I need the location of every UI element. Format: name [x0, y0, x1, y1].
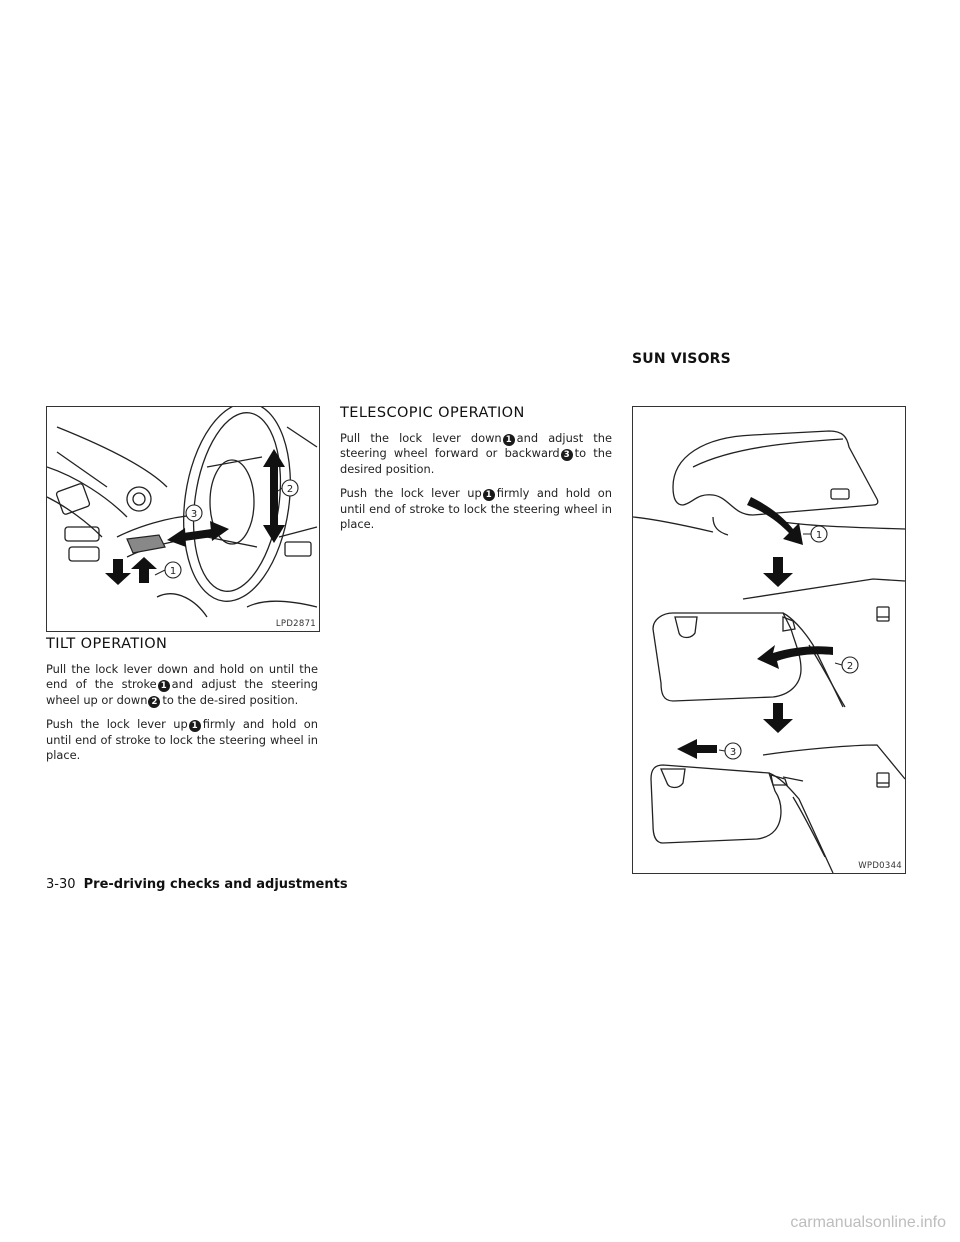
tilt-operation-section: [46, 636, 318, 772]
tilt-paragraph-1: Pull the lock lever down and hold on until the end of the stroke 1 and adjust the steering wheel up or down 2 to the de-sired position.: [46, 662, 318, 707]
page-number: 3-30: [46, 877, 76, 892]
callout-1-icon: 1: [483, 489, 495, 501]
telescopic-operation-section: [340, 405, 612, 541]
figure-code: LPD2871: [275, 619, 316, 629]
callout-1-icon: 1: [503, 434, 515, 446]
steering-label-2: 2: [286, 484, 294, 495]
steering-wheel-illustration: [47, 407, 319, 631]
visor-label-2: 2: [846, 661, 854, 672]
telescopic-paragraph-1: Pull the lock lever down 1 and adjust the steering wheel forward or backward 3 to the desired position.: [340, 431, 612, 476]
telescopic-heading: TELESCOPIC OPERATION: [340, 405, 525, 421]
steering-label-3: 3: [190, 509, 198, 520]
tilt-heading: TILT OPERATION: [46, 636, 168, 652]
sun-visor-figure: [632, 406, 906, 874]
sun-visor-illustration: [633, 407, 905, 873]
callout-2-icon: 2: [148, 696, 160, 708]
figure-code: WPD0344: [858, 861, 902, 871]
visor-label-3: 3: [729, 747, 737, 758]
tilt-paragraph-2: Push the lock lever up 1 firmly and hold on until end of stroke to lock the steering wheel in place.: [46, 717, 318, 763]
page-footer: [46, 877, 348, 892]
section-title: SUN VISORS: [632, 351, 731, 367]
callout-1-icon: 1: [189, 720, 201, 732]
callout-3-icon: 3: [561, 449, 573, 461]
visor-label-1: 1: [815, 530, 823, 541]
steering-wheel-figure: [46, 406, 320, 632]
chapter-title: Pre-driving checks and adjustments: [83, 877, 348, 892]
callout-1-icon: 1: [158, 680, 170, 692]
steering-label-1: 1: [169, 566, 177, 577]
telescopic-paragraph-2: Push the lock lever up 1 firmly and hold on until end of stroke to lock the steering wheel in place.: [340, 486, 612, 532]
watermark: carmanualsonline.info: [790, 1214, 946, 1231]
